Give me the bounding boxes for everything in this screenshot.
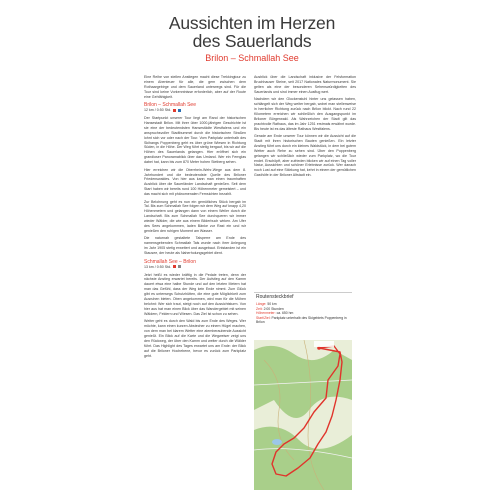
section1-paragraph: Zur Belohnung geht es nun ein gemütliches Stück bergab im Tal. Bis zum Schmallah See folgen wir dem Weg auf knapp 4,20 Höhenmetern und gelangen dann von einem Weiler durch die Landschaft. Bis zum Schmallah See durchqueren wir immer wieder Wälder, die wie aus einem Bilderbuch wirken. Am Ufer des Sees angekommen, laden Bänke zur Rast ein und wir genießen den ruhigen Moment am Wasser. [144,199,246,233]
map-label-box [314,341,334,347]
difficulty-gray-icon [178,265,181,268]
info-label: Start/Ziel: [256,315,271,320]
section1-paragraph: Hier erreichen wir die Oberrhein-Wehr-Wege aus dem 8. Jahrhundert und die bedeutendste Quelle des Briloner Friedenswaldes. Von hier aus kann man einen traumhaften Ausblick über die Sauerländer Landschaft genießen. Seit dem Start haben wir bereits rund 100 Höhenmeter gemeistert – und das macht sich mit phänomenalen Fernsichten bezahlt. [144,167,246,197]
info-box-title: Routensteckbrief [256,294,294,300]
page-subtitle: Brilon – Schmallah See [205,53,299,63]
info-value: ca. 650 hm [276,311,294,316]
section2-paragraph: Jetzt heißt es wieder kräftig in die Pedale treten, denn der nächste Anstieg erwartet bereits. Der Aufstieg auf den Kamm dauert etwa eine halbe Stunde und auf den letzten Metern hat man das Gefühl, dass der Weg kein Ende nimmt. Zum Glück gibt es unterwegs Schutzhütten, die eine gute Möglichkeit zum Ausruhen bieten. Oben angekommen, wird man für die Mühen belohnt: Wer sich traut, steigt noch auf den Aussichtsturm. Von hier aus hat man einen Blick über das Wandergebiet mit seinen Wäldern, Feldern und Wiesen. Das Ziel ist schon zu sehen. [144,272,246,316]
title-line-1: Aussichten im Herzen [168,13,336,33]
route-info-box [254,292,352,339]
page-title [140,14,364,50]
section-meta-text-2: 13 km / 0:50 Std. [144,264,172,269]
section1-paragraph: Die naturnah gestaltete Talsperre am Ende des namensgebenden Schmallah Tals wurde nach ihrer Anlegung im Jahr 1905 stetig erweitert und ausgebaut. Entstanden ist ein Stausee, der heute als Naherholungsgebiet dient. [144,236,246,256]
info-label: Höhenmeter: [256,311,276,316]
section-meta-2 [144,265,246,270]
section-heading-2: Schmallah See – Brilon [144,258,196,265]
route-map [254,340,352,490]
section-meta-1 [144,108,246,113]
left-column [144,75,246,491]
info-value: 50 km [267,302,277,306]
section-heading-1: Brilon – Schmallah See [144,102,196,109]
title-line-2: des Sauerlands [192,31,312,51]
info-row [256,316,350,325]
info-value: Parkplatz unterhalb des Skigebiets Poppenberg in Brilon [256,315,347,325]
section-meta-text-1: 12 km / 0:50 Std. [144,108,172,113]
section2-paragraph: Weiter geht es durch den Wald bis zum Ende des Weges. Wer möchte, kann einen kurzen Abstecher zu einem Hügel machen, von dem man bei klarem Wetter eine atemberaubende Aussicht genießt. Ein Blick auf die Karte und die Wegweiser zeigt uns den Rückweg, der über den Kamm und weiter durch die Wälder führt. Das Highlight des Tages erwartet uns am Ende: der Blick auf die Briloner Hochebene, bevor es zurück zum Parkplatz geht. [144,319,246,358]
info-label: Länge: [256,302,267,306]
route-map-svg [254,340,352,490]
right-paragraph: Nachdem wir den Glockenstuhl hinter uns gelassen haben, schlängelt sich der Weg weiter bergab, wobei man stellenweise in herrlicher Richtung zurück nach Brilon blickt. Nach rund 22 Kilometern erreichen wir schließlich den Ausgangspunkt im Briloner Bürgerwald. Als Wahrzeichen der Stadt gilt das prachtvolle Rathaus, das im Jahr 1251 erstmals erwähnt wurde. Bis heute ist es das älteste Rathaus Westfalens. [254,97,356,131]
intro-paragraph: Eine Reihe von stellen Anstiegen macht diese Trekkingtour zu einem Abenteuer für alle, die gern zwischen dem Rothaargebirge und dem Sauerland unterwegs sind. Für die Tour sind keine Vorkenntnisse erforderlich, aber auf der Route eine Gehfähigkeit. [144,75,246,99]
difficulty-blue-icon [178,109,181,112]
lake-shape [272,439,282,445]
difficulty-red-icon [173,265,176,268]
right-paragraph: Ausblick über die Landschaft inklusive der Felsformation Bruchhauser Steine, seit 2017 Nationales Naturmonument. Sie gelten als eine der besonderen Sehenswürdigkeiten des Sauerlands und sind immer einen Ausflug wert. [254,75,356,94]
right-paragraph: Gerade am Ende unserer Tour können wir die Aussicht auf die Stadt mit ihren historischen Bauten genießen. Ein letzter Anstieg führt uns durch ein kleines Waldstück, in dem bei gutem Wetter auch Rehe zu sehen sind. Über den Poppenberg gelangen wir schließlich wieder zum Parkplatz, wo die Tour endet. Erschöpft, aber zufrieden blicken wir auf einen Tag voller Natur, Aussichten und schöner Erlebnisse zurück. Wer danach noch Lust auf eine Stärkung hat, kehrt in einem der gemütlichen Gasthöfe in der Briloner Altstadt ein. [254,133,356,178]
info-label: Zeit: [256,306,263,311]
right-column [254,75,356,297]
difficulty-red-icon [173,109,176,112]
info-value: 2:00 Stunden [263,306,284,311]
section1-paragraph: Der Startpunkt unserer Tour liegt am Rand der historischen Hansestadt Brilon. Mit ihrer über 1000-jährigen Geschichte ist sie eine der bedeutendsten Hansestädte Westfalens und ein anspruchsvoller Stadtbummel durch die historischen Straßen lohnt sich vor oder nach der Tour. Vom Parkplatz unterhalb des Skihangs Poppenberg geht es über grüne Wiesen in Richtung Süden, in die Höhe. Der Weg führt stetig bergauf, bis wir auf die Höhen des Sauerlands gelangen. Hier eröffnet sich ein grandioser Panoramablick über das Umland. Wer ein Fernglas dabei hat, kann bis zum 870 Meter hohen Stetberg sehen. [144,116,246,165]
